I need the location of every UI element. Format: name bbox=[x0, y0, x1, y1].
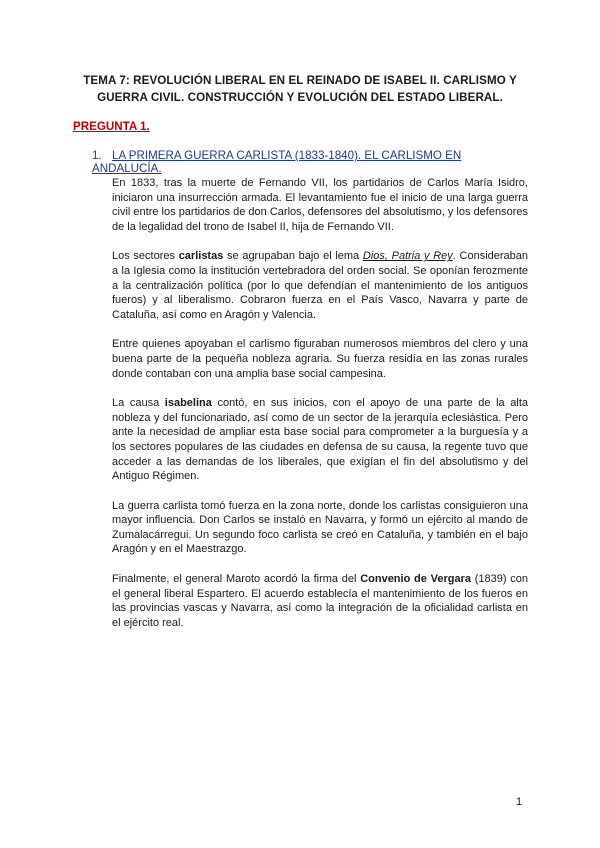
paragraph-2 bbox=[112, 249, 528, 322]
page-number: 1 bbox=[516, 796, 523, 808]
section-heading-text: LA PRIMERA GUERRA CARLISTA (1833-1840). EL CARLISMO EN ANDALUCÍA. bbox=[92, 149, 462, 175]
paragraph-4 bbox=[112, 396, 528, 484]
paragraph-3: Entre quienes apoyaban el carlismo figuraban numerosos miembros del clero y una buena parte de la pequeña nobleza agraria. Su fuerza residía en las zonas rurales donde contaban con una amplia base social campesina. bbox=[112, 338, 528, 380]
carlistas-bold: carlistas bbox=[178, 250, 224, 263]
paragraph-6 bbox=[112, 572, 528, 630]
document-title: TEMA 7: REVOLUCIÓN LIBERAL EN EL REINADO DE ISABEL II. CARLISMO Y GUERRA CIVIL. CONSTRUCCIÓN Y EVOLUCIÓN DEL ESTADO LIBERAL. bbox=[83, 74, 517, 104]
paragraph-2-text-b: se agrupaban bajo el lema bbox=[223, 250, 363, 263]
paragraph-6-text-b: (1839) con el general liberal Espartero. El acuerdo establecía el mantenimiento de los fueros en las provincias vascas y Navarra, así como la integración de la oficialidad carlista en el ejército real. bbox=[112, 573, 528, 629]
paragraph-2-text-a: Los sectores bbox=[112, 250, 179, 263]
paragraph-2-text-c: . Consideraban a la Iglesia como la institución vertebradora del orden social. Se oponían ferozmente a la centralización política (por lo que defendían el mantenimiento de los antiguos fueros) y al liberalismo. Cobraron fuerza en el País Vasco, Navarra y parte de Cataluña, así como en Aragón y Valencia. bbox=[112, 250, 529, 321]
paragraph-4-text-b: contó, en sus inicios, con el apoyo de una parte de la alta nobleza y del funcionariado, así como de un sector de la jerarquía eclesiástica. Pero ante la necesidad de ampliar esta base social para comprometer a la burguesía y a los sectores populares de las ciudades en defensa de su causa, la regente tuvo que acceder a las demandas de los liberales, que exigían el fin del absolutismo y del Antiguo Régimen. bbox=[112, 397, 528, 483]
question-label: PREGUNTA 1. bbox=[73, 120, 150, 133]
isabelina-bold: isabelina bbox=[164, 397, 212, 410]
paragraph-4-text-a: La causa bbox=[112, 397, 165, 410]
body-text bbox=[112, 176, 528, 645]
paragraph-1: En 1833, tras la muerte de Fernando VII, los partidarios de Carlos María Isidro, iniciaron una insurrección armada. El levantamiento fue el inicio de una larga guerra civil entre los partidarios de don Carlos, defensores del absolutismo, y los defensores de la legalidad del trono de Isabel II, hija de Fernando VII. bbox=[112, 177, 528, 233]
convenio-bold: Convenio de Vergara bbox=[360, 573, 471, 586]
section-heading bbox=[92, 149, 532, 175]
section-number: 1. bbox=[92, 149, 102, 162]
motto-text: Dios, Patria y Rey bbox=[362, 250, 453, 263]
paragraph-6-text-a: Finalmente, el general Maroto acordó la firma del bbox=[112, 573, 361, 586]
paragraph-5: La guerra carlista tomó fuerza en la zona norte, donde los carlistas consiguieron una mayor influencia. Don Carlos se instaló en Navarra, y formó un ejército al mando de Zumalacárregui. Un segundo foco carlista se creó en Cataluña, y también en el bajo Aragón y en el Maestrazgo. bbox=[112, 499, 528, 556]
